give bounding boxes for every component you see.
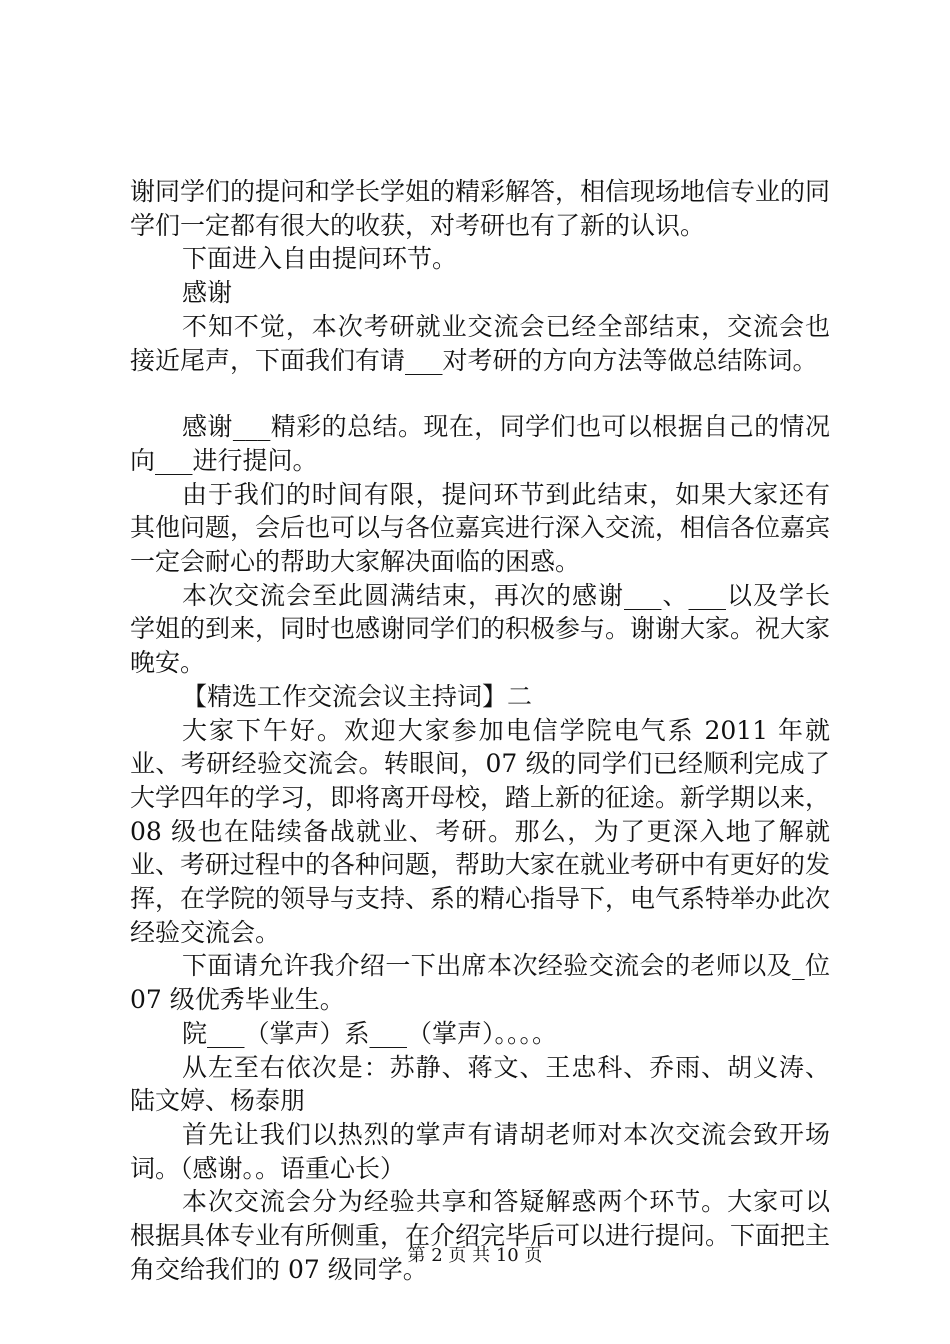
paragraph: 谢同学们的提问和学长学姐的精彩解答，相信现场地信专业的同学们一定都有很大的收获，对考研也有了新的认识。 xyxy=(130,177,831,240)
paragraph: 不知不觉，本次考研就业交流会已经全部结束，交流会也接近尾声，下面我们有请___对考研的方向方法等做总结陈词。 xyxy=(130,311,830,375)
paragraph: 院___（掌声）系___（掌声）。。。。 xyxy=(182,1018,558,1048)
paragraph: 下面请允许我介绍一下出席本次经验交流会的老师以及_位 07 级优秀毕业生。 xyxy=(130,951,830,1015)
paragraph: 本次交流会分为经验共享和答疑解惑两个环节。大家可以根据具体专业有所侧重，在介绍完毕后可以进行提问。下面把主角交给我们的 07 级同学。 xyxy=(130,1187,831,1284)
section-heading: 【精选工作交流会议主持词】二 xyxy=(182,681,533,711)
paragraph: 本次交流会至此圆满结束，再次的感谢___、___以及学长学姐的到来，同时也感谢同学们的积极参与。谢谢大家。祝大家晚安。 xyxy=(130,580,831,678)
paragraph: 首先让我们以热烈的掌声有请胡老师对本次交流会致开场词。（感谢。。语重心长） xyxy=(130,1119,830,1183)
paragraph: 从左至右依次是：苏静、蒋文、王忠科、乔雨、胡义涛、陆文婷、杨泰朋 xyxy=(130,1052,830,1116)
paragraph: 感谢___精彩的总结。现在，同学们也可以根据自己的情况向___进行提问。 xyxy=(130,412,830,475)
body-text xyxy=(130,175,830,1287)
blank-line xyxy=(130,377,830,410)
paragraph: 大家下午好。欢迎大家参加电信学院电气系 2011 年就业、考研经验交流会。转眼间，07 级的同学们已经顺利完成了大学四年的学习，即将离开母校，踏上新的征途。新学期以来，08 级也在陆续备战就业、考研。那么，为了更深入地了解就业、考研过程中的各种问题，帮助大家在就业考研中有更好的发挥，在学院的领导与支持、系的精心指导下，电气系特举办此次经验交流会。 xyxy=(130,715,831,947)
paragraph: 由于我们的时间有限，提问环节到此结束，如果大家还有其他问题，会后也可以与各位嘉宾进行深入交流，相信各位嘉宾一定会耐心的帮助大家解决面临的困惑。 xyxy=(130,479,831,577)
paragraph: 下面进入自由提问环节。 xyxy=(182,244,458,274)
paragraph: 感谢 xyxy=(182,278,233,308)
page-number-footer: 第 2 页 共 10 页 xyxy=(407,1245,543,1266)
